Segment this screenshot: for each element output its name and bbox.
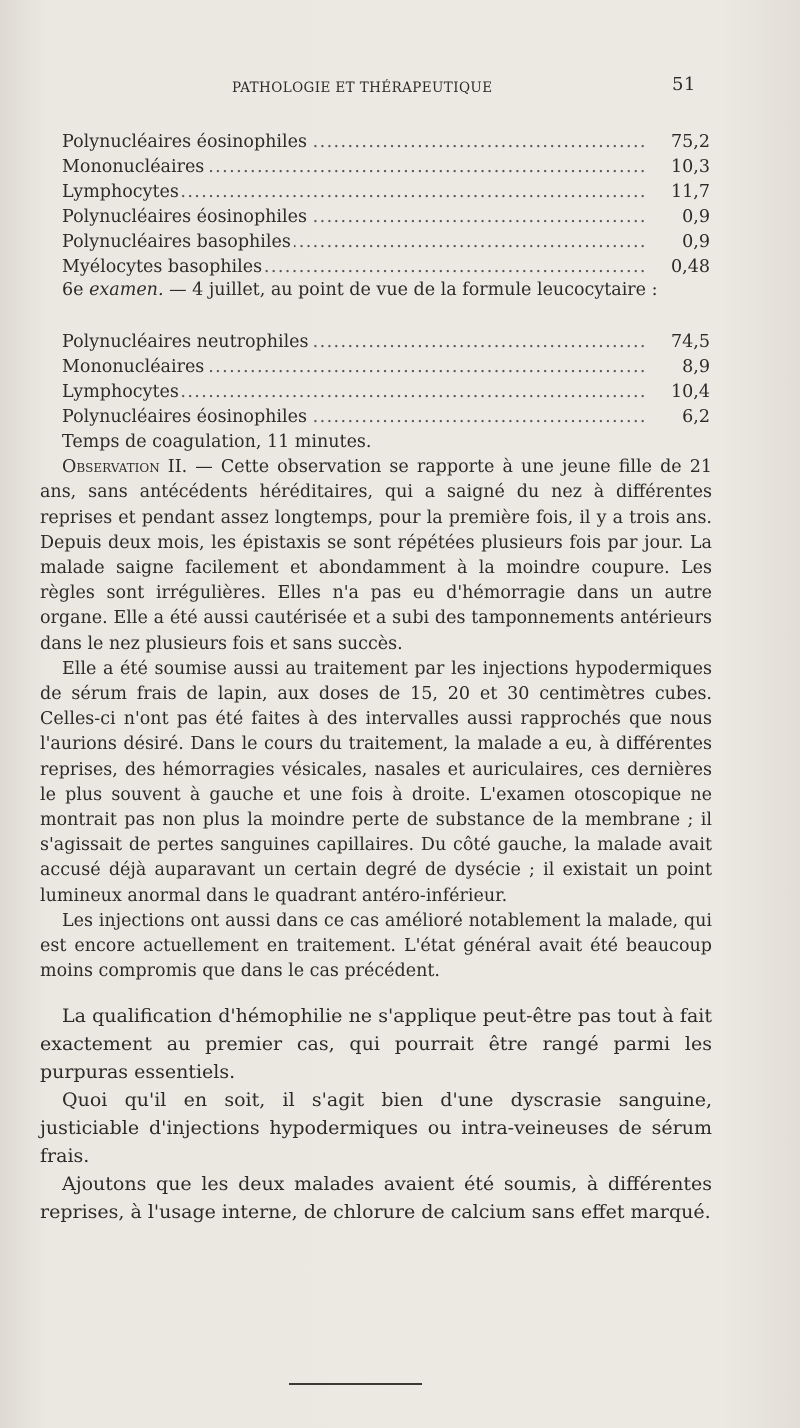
end-rule [289,1383,422,1385]
exam-6-heading: 6e examen. — 4 juillet, au point de vue de la formule leucocytaire : [62,280,658,300]
body-text-1 [40,430,712,984]
conclusion-paragraph-1: La qualification d'hémophilie ne s'applique peut-être pas tout à fait exactement au premier cas, qui pourrait être rangé parmi les purpuras essentiels. [40,1005,712,1083]
table-row: ..... Lymphocytes 10,4 [40,380,710,405]
conclusion-paragraph-3: Ajoutons que les deux malades avaient été soumis, à différentes reprises, à l'usage interne, de chlorure de calcium sans effet marqué. [40,1173,712,1223]
table-row: ..... Mononucléaires 10,3 [40,155,710,180]
table-row: ..... Lymphocytes 11,7 [40,180,710,205]
page-number: 51 [672,74,696,95]
running-title: PATHOLOGIE ET THÉRAPEUTIQUE [232,80,493,96]
leukocyte-table-2 [40,330,710,430]
results-paragraph: Les injections ont aussi dans ce cas amélioré notablement la malade, qui est encore actuellement en traitement. L'état général avait été beaucoup moins compromis que dans le cas précédent. [40,910,712,982]
leukocyte-table-1 [40,130,710,280]
table-row: ..... Polynucléaires éosinophiles 0,9 [40,205,710,230]
table-row: ..... Polynucléaires neutrophiles 74,5 [40,330,710,355]
observation-2-paragraph: Observation II. — Cette observation se rapporte à une jeune fille de 21 ans, sans antécédents héréditaires, qui a saigné du nez à différentes reprises et pendant assez longtemps, pour la première fois, il y a trois ans. Depuis deux mois, les épistaxis se sont répétées plusieurs fois par jour. La malade saigne facilement et abondamment à la moindre coupure. Les règles sont irrégulières. Elles n'a pas eu d'hémorragie dans un autre organe. Elle a été aussi cautérisée et a subi des tamponnements antérieurs dans le nez plusieurs fois et sans succès. [40,457,712,654]
coagulation-line: Temps de coagulation, 11 minutes. [62,432,372,452]
table-row: ..... Polynucléaires éosinophiles 6,2 [40,405,710,430]
treatment-paragraph: Elle a été soumise aussi au traitement par les injections hypodermiques de sérum frais de lapin, aux doses de 15, 20 et 30 centimètres cubes. Celles-ci n'ont pas été faites à des intervalles aussi rapprochés que nous l'aurions désiré. Dans le cours du traitement, la malade a eu, à différentes reprises, des hémorragies vésicales, nasales et auriculaires, ces dernières le plus souvent à gauche et une fois à droite. L'examen otoscopique ne montrait pas non plus la moindre perte de substance de la membrane ; il s'agissait de pertes sanguines capillaires. Du côté gauche, la malade avait accusé déjà auparavant un certain degré de dysécie ; il existait un point lumineux anormal dans le quadrant antéro-inférieur. [40,658,712,906]
table-row: ..... Mononucléaires 8,9 [40,355,710,380]
body-text-2 [40,1002,712,1226]
table-row: ..... Polynucléaires éosinophiles 75,2 [40,130,710,155]
table-row: ..... Polynucléaires basophiles 0,9 [40,230,710,255]
table-row: ..... Myélocytes basophiles 0,48 [40,255,710,280]
conclusion-paragraph-2: Quoi qu'il en soit, il s'agit bien d'une dyscrasie sanguine, justiciable d'injections hypodermiques ou intra-veineuses de sérum frais. [40,1089,712,1167]
